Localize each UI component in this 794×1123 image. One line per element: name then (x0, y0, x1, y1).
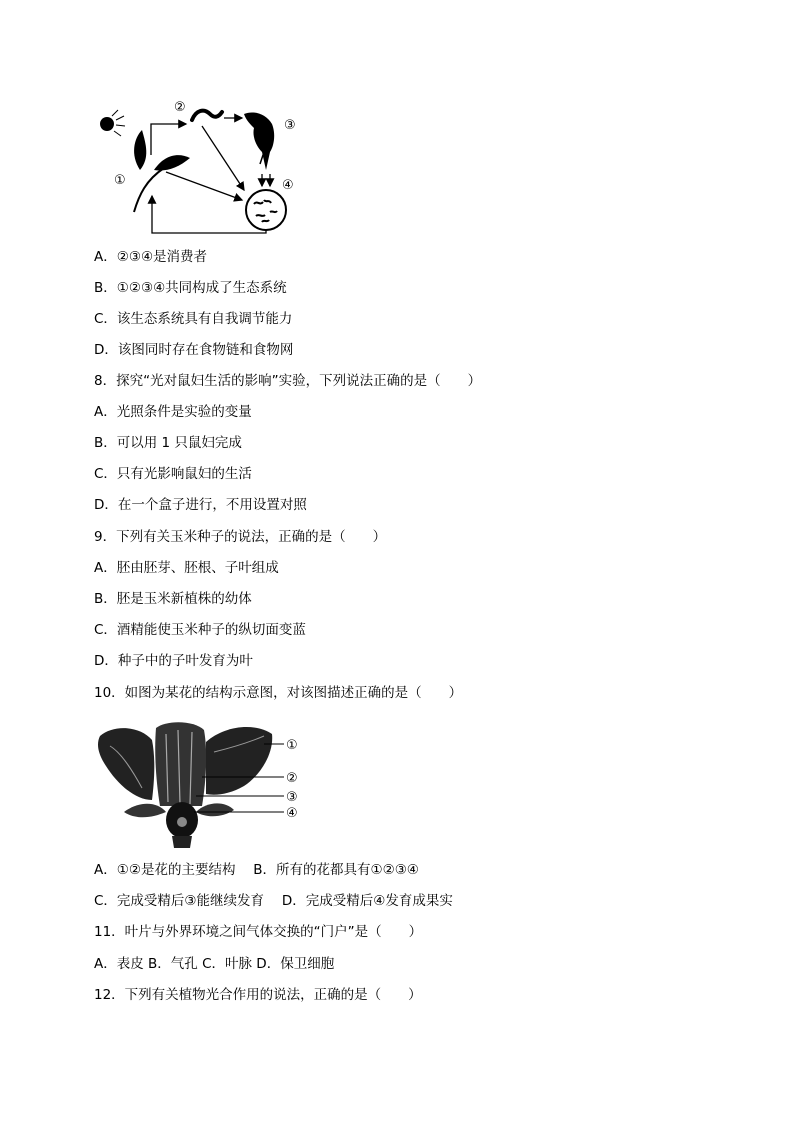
q10-options-cd: C．完成受精后③能继续发育 D．完成受精后④发育成果实 (94, 893, 453, 909)
flower-structure-diagram (94, 722, 309, 850)
q7-option-b: B．①②③④共同构成了生态系统 (94, 280, 287, 296)
caterpillar-icon (192, 111, 222, 120)
flower-label-3: ③ (286, 790, 298, 805)
q11-stem: 11．叶片与外界环境之间气体交换的“门户”是（ ） (94, 924, 423, 940)
q9-stem: 9．下列有关玉米种子的说法，正确的是（ ） (94, 529, 387, 545)
plant-icon (134, 130, 190, 212)
sun-icon (100, 110, 125, 136)
q9-option-a: A．胚由胚芽、胚根、子叶组成 (94, 560, 279, 576)
bird-icon (244, 112, 274, 170)
figure1-label-3: ③ (284, 118, 296, 133)
q9-option-d: D．种子中的子叶发育为叶 (94, 653, 253, 669)
q8-stem: 8．探究“光对鼠妇生活的影响”实验，下列说法正确的是（ ） (94, 373, 482, 389)
q7-option-a: A．②③④是消费者 (94, 249, 208, 265)
q8-option-a: A．光照条件是实验的变量 (94, 404, 252, 420)
flower-label-1: ① (286, 738, 298, 753)
figure1-label-2: ② (174, 100, 186, 115)
q12-stem: 12．下列有关植物光合作用的说法，正确的是（ ） (94, 987, 422, 1003)
q11-options: A．表皮 B．气孔 C．叶脉 D．保卫细胞 (94, 956, 335, 972)
q9-option-c: C．酒精能使玉米种子的纵切面变蓝 (94, 622, 306, 638)
q7-option-c: C．该生态系统具有自我调节能力 (94, 311, 293, 327)
q10-options-ab: A．①②是花的主要结构 B．所有的花都具有①②③④ (94, 862, 419, 878)
flower-label-4: ④ (286, 806, 298, 821)
q10-stem: 10．如图为某花的结构示意图，对该图描述正确的是（ ） (94, 685, 463, 701)
q8-option-b: B．可以用 1 只鼠妇完成 (94, 435, 242, 451)
q7-option-d: D．该图同时存在食物链和食物网 (94, 342, 294, 358)
figure1-label-4: ④ (282, 178, 294, 193)
decomposer-circle (246, 190, 286, 230)
flower-icon (98, 722, 272, 848)
flower-label-2: ② (286, 771, 298, 786)
ecosystem-diagram (94, 100, 304, 235)
q8-option-c: C．只有光影响鼠妇的生活 (94, 466, 252, 482)
figure1-label-1: ① (114, 173, 126, 188)
q9-option-b: B．胚是玉米新植株的幼体 (94, 591, 252, 607)
q8-option-d: D．在一个盒子进行，不用设置对照 (94, 497, 307, 513)
